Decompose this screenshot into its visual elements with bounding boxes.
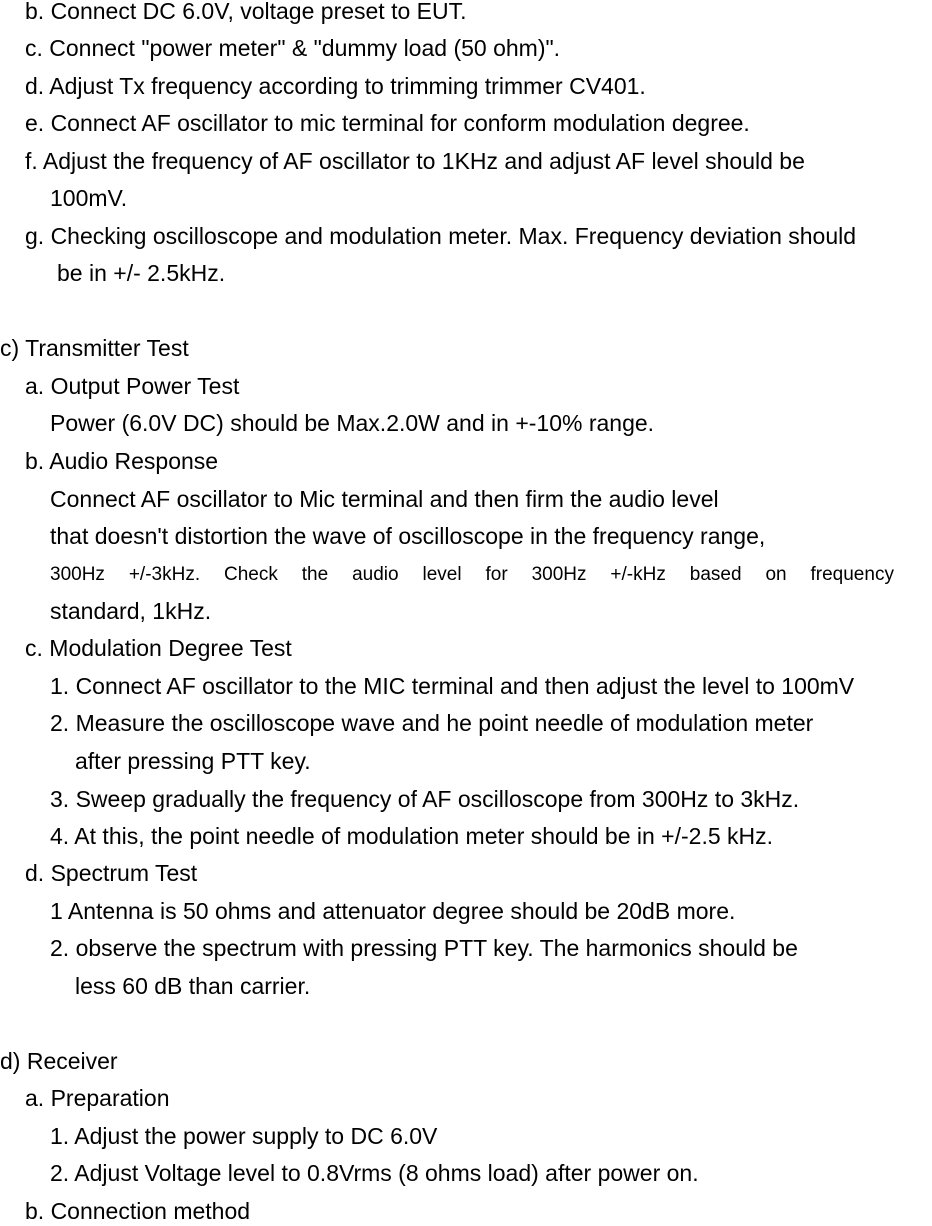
word: Check xyxy=(224,564,278,585)
word: on xyxy=(765,564,787,585)
text-line: that doesn't distortion the wave of oscilloscope in the frequency range, xyxy=(50,523,766,549)
text-line: less 60 dB than carrier. xyxy=(75,973,311,999)
text-line: d. Adjust Tx frequency according to trimming trimmer CV401. xyxy=(25,73,646,99)
subsection-heading: a. Preparation xyxy=(25,1085,170,1111)
word: based xyxy=(689,564,742,585)
text-line: standard, 1kHz. xyxy=(50,598,212,624)
word: frequency xyxy=(810,564,894,585)
text-line: Power (6.0V DC) should be Max.2.0W and in +-10% range. xyxy=(50,410,655,436)
section-heading: c) Transmitter Test xyxy=(0,335,189,361)
section-heading: d) Receiver xyxy=(0,1048,118,1074)
text-line: c. Connect "power meter" & "dummy load (50 ohm)". xyxy=(25,35,561,61)
text-line: 1 Antenna is 50 ohms and attenuator degree should be 20dB more. xyxy=(50,898,736,924)
text-line: g. Checking oscilloscope and modulation meter. Max. Frequency deviation should xyxy=(25,223,857,249)
subsection-heading: c. Modulation Degree Test xyxy=(25,635,292,661)
text-line: 1. Adjust the power supply to DC 6.0V xyxy=(50,1123,438,1149)
word: level xyxy=(422,564,462,585)
word: +/-3kHz. xyxy=(128,564,201,585)
subsection-heading: d. Spectrum Test xyxy=(25,860,198,886)
word: the xyxy=(301,564,329,585)
text-line: 100mV. xyxy=(50,185,128,211)
subsection-heading: b. Audio Response xyxy=(25,448,219,474)
subsection-heading: a. Output Power Test xyxy=(25,373,240,399)
text-line: 2. Adjust Voltage level to 0.8Vrms (8 ohms load) after power on. xyxy=(50,1160,699,1186)
text-line: e. Connect AF oscillator to mic terminal for conform modulation degree. xyxy=(25,110,750,136)
text-line: be in +/- 2.5kHz. xyxy=(57,260,226,286)
text-line: 3. Sweep gradually the frequency of AF oscilloscope from 300Hz to 3kHz. xyxy=(50,786,800,812)
text-line: 2. observe the spectrum with pressing PTT key. The harmonics should be xyxy=(50,935,798,961)
text-line: after pressing PTT key. xyxy=(75,748,311,774)
text-line: 4. At this, the point needle of modulation meter should be in +/-2.5 kHz. xyxy=(50,823,774,849)
word: 300Hz xyxy=(50,564,105,585)
word: audio xyxy=(352,564,399,585)
word: +/-kHz xyxy=(610,564,666,585)
text-line: b. Connect DC 6.0V, voltage preset to EUT. xyxy=(25,0,467,24)
text-line: 2. Measure the oscilloscope wave and he point needle of modulation meter xyxy=(50,710,814,736)
word: 300Hz xyxy=(531,564,587,585)
justified-text-line xyxy=(50,560,894,590)
word: for xyxy=(485,564,508,585)
text-line: f. Adjust the frequency of AF oscillator to 1KHz and adjust AF level should be xyxy=(25,148,805,174)
text-line: Connect AF oscillator to Mic terminal and then firm the audio level xyxy=(50,486,719,512)
subsection-heading: b. Connection method xyxy=(25,1198,251,1224)
text-line: 1. Connect AF oscillator to the MIC terminal and then adjust the level to 100mV xyxy=(50,673,855,699)
